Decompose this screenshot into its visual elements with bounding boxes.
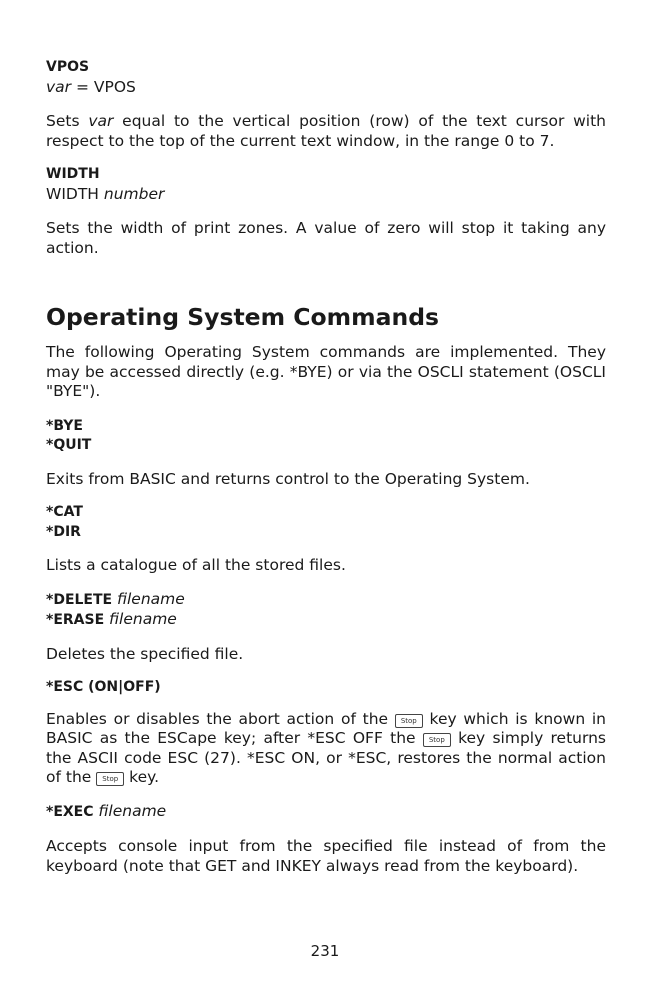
delete-description: Deletes the specified file. xyxy=(46,644,244,663)
esc-desc-part: key simply returns the ASCII code ESC (27). *ESC ON, or *ESC, restores the normal action of the xyxy=(46,729,606,786)
exec-entry xyxy=(46,802,606,877)
vpos-entry xyxy=(46,58,606,151)
width-syntax-keyword: WIDTH xyxy=(46,184,104,203)
erase-keyword: *ERASE xyxy=(46,612,110,628)
stop-key-icon: Stop xyxy=(96,772,124,786)
stop-key-icon: Stop xyxy=(395,714,423,728)
dir-heading: *DIR xyxy=(46,523,81,540)
cat-entry xyxy=(46,503,606,576)
exec-description: Accepts console input from the specified file instead of from the keyboard (note that GET and INKEY always read from the keyboard). xyxy=(46,837,606,875)
esc-desc-part: key. xyxy=(124,768,160,786)
vpos-description xyxy=(46,112,606,151)
esc-desc-part: key which is known in BASIC as the ESCape key; after *ESC OFF the xyxy=(46,709,606,747)
esc-entry xyxy=(46,678,606,788)
bye-entry xyxy=(46,417,606,490)
erase-arg: filename xyxy=(109,610,177,628)
delete-heading xyxy=(46,590,606,611)
vpos-heading: VPOS xyxy=(46,59,90,75)
width-heading: WIDTH xyxy=(46,166,100,182)
vpos-syntax-rest: = VPOS xyxy=(71,77,136,96)
page-number: 231 xyxy=(310,942,340,960)
esc-description xyxy=(46,710,606,788)
vpos-desc-var: var xyxy=(88,112,114,130)
delete-arg: filename xyxy=(116,589,185,608)
vpos-syntax xyxy=(46,78,606,98)
section-title: Operating System Commands xyxy=(46,303,440,331)
width-entry xyxy=(46,165,606,258)
cat-heading: *CAT xyxy=(46,504,83,520)
stop-key-icon: Stop xyxy=(423,733,451,747)
section-intro: The following Operating System commands are implemented. They may be accessed directly (e.g. *BYE) or via the OSCLI statement (OSCLI "BYE"). xyxy=(46,343,606,400)
esc-heading: *ESC (ON|OFF) xyxy=(46,679,161,695)
delete-keyword: *DELETE xyxy=(46,591,117,608)
exec-keyword: *EXEC xyxy=(46,803,99,820)
bye-description: Exits from BASIC and returns control to the Operating System. xyxy=(46,469,530,488)
cat-description: Lists a catalogue of all the stored files. xyxy=(46,556,346,574)
quit-heading: *QUIT xyxy=(46,437,92,453)
delete-entry xyxy=(46,590,606,665)
vpos-desc-part: equal to the vertical position (row) of the text cursor with respect to the top of the current text window, in the range 0 to 7. xyxy=(46,112,606,150)
manual-page xyxy=(46,58,606,876)
exec-heading xyxy=(46,802,606,823)
exec-arg: filename xyxy=(98,801,167,820)
bye-heading: *BYE xyxy=(46,417,83,434)
esc-desc-part: Enables or disables the abort action of the xyxy=(46,709,395,728)
vpos-desc-part: Sets xyxy=(46,112,89,130)
width-syntax xyxy=(46,185,606,205)
vpos-syntax-var: var xyxy=(46,77,72,96)
width-description: Sets the width of print zones. A value of zero will stop it taking any action. xyxy=(46,219,606,257)
width-syntax-arg: number xyxy=(103,184,165,203)
erase-heading xyxy=(46,610,606,631)
